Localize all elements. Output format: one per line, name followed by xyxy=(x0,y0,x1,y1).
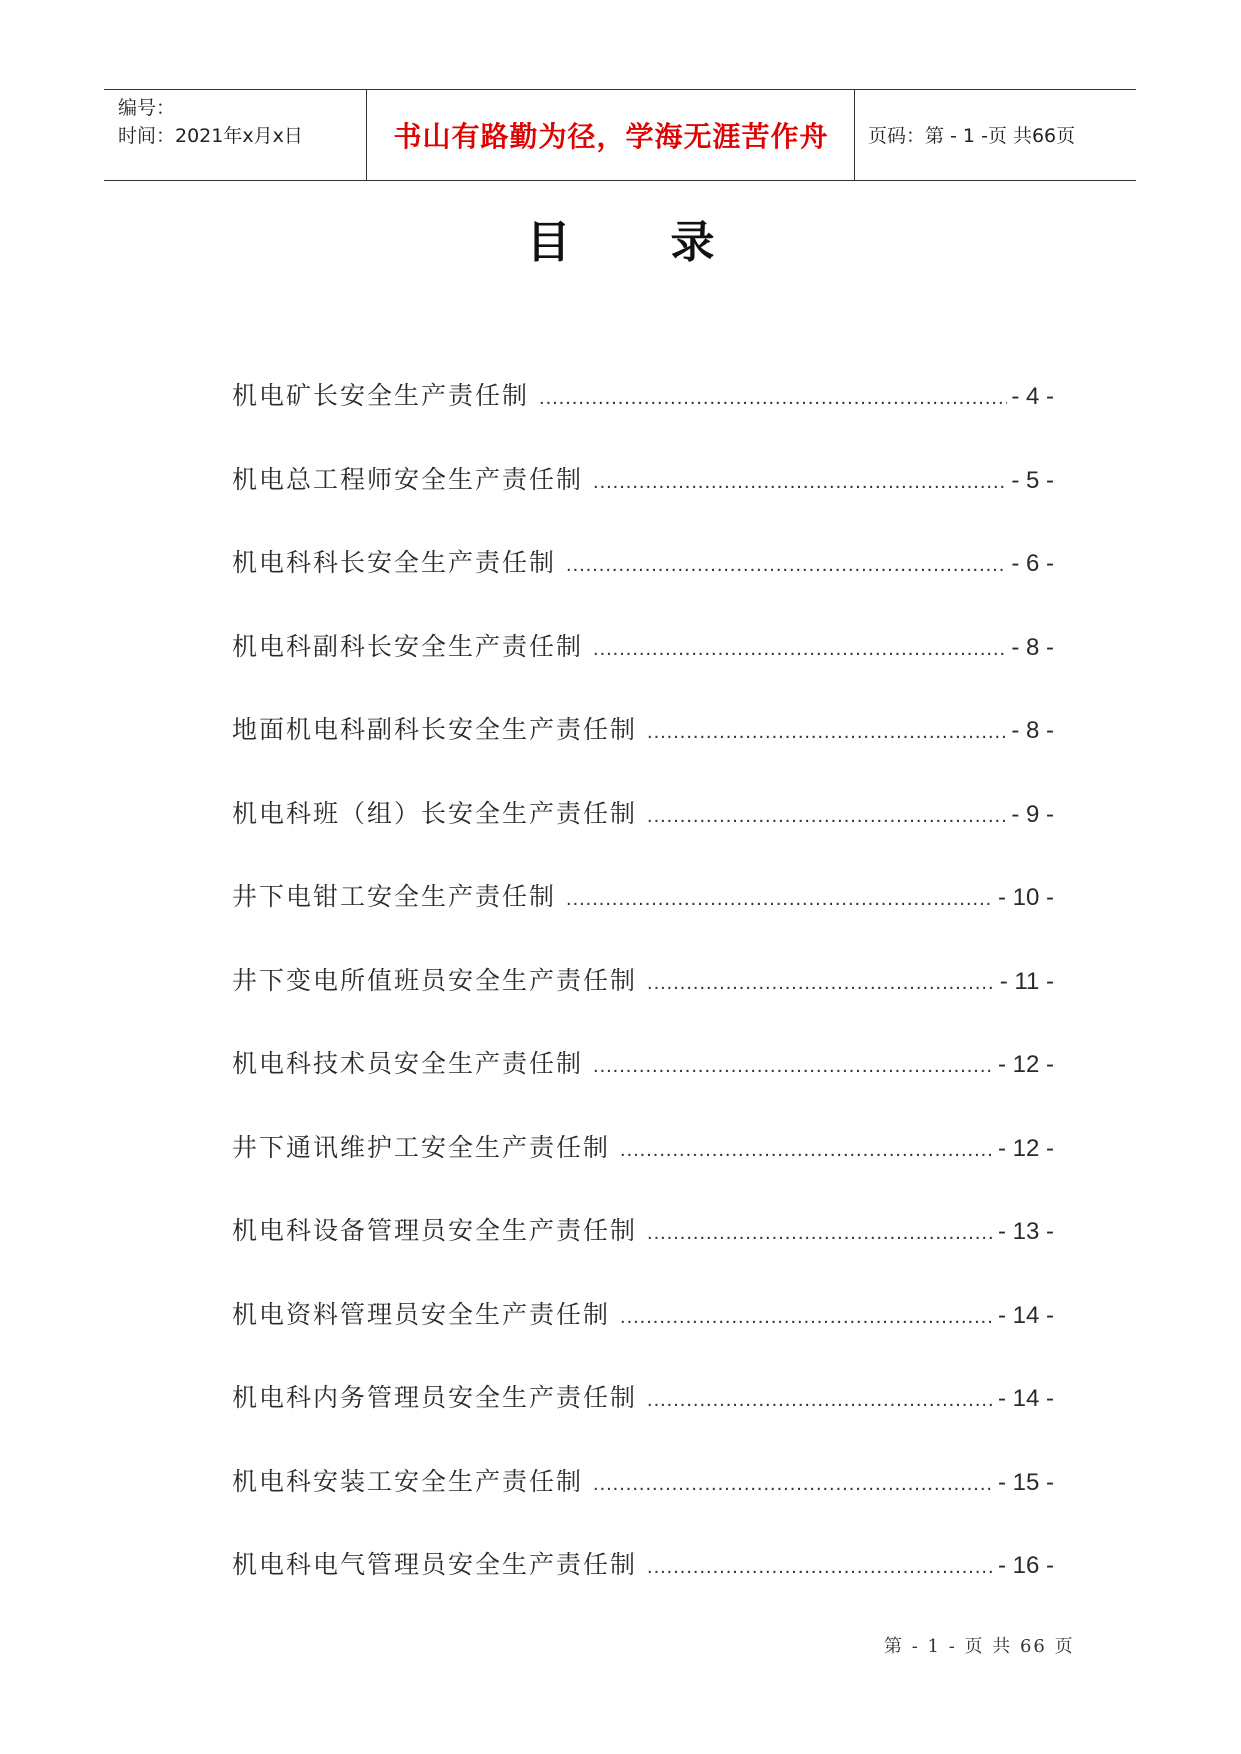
toc-dot-leader xyxy=(647,1222,994,1245)
toc-entry-page-number: - 15 - xyxy=(997,1468,1054,1496)
toc-entry-page-number: - 10 - xyxy=(997,884,1054,911)
toc-entry[interactable] xyxy=(232,1128,1054,1212)
header-divider-right xyxy=(854,90,855,180)
toc-entry-title: 机电科设备管理员安全生产责任制 xyxy=(232,1216,638,1245)
page-footer: 第 - 1 - 页 共 66 页 xyxy=(884,1636,1075,1657)
toc-entry[interactable] xyxy=(232,794,1054,878)
toc-entry-page-number: - 8 - xyxy=(1011,633,1054,661)
toc-entry[interactable] xyxy=(232,1462,1054,1546)
toc-dot-leader xyxy=(620,1306,994,1329)
toc-entry-title: 地面机电科副科长安全生产责任制 xyxy=(232,715,638,744)
toc-entry-page-number: - 16 - xyxy=(997,1552,1054,1579)
toc-entry-title: 机电科副科长安全生产责任制 xyxy=(232,631,584,661)
header-page-info: 页码：第 - 1 -页 共66页 xyxy=(868,125,1076,147)
toc-entry-title: 机电科内务管理员安全生产责任制 xyxy=(232,1383,638,1412)
toc-dot-leader xyxy=(593,471,1007,494)
toc-entry-title: 井下电钳工安全生产责任制 xyxy=(232,882,557,911)
toc-entry[interactable] xyxy=(232,710,1054,794)
toc-dot-leader xyxy=(647,1556,994,1579)
toc-entry-title: 机电资料管理员安全生产责任制 xyxy=(232,1299,611,1329)
toc-entry-page-number: - 12 - xyxy=(997,1051,1054,1078)
toc-entry[interactable] xyxy=(232,877,1054,961)
toc-dot-leader xyxy=(593,638,1007,661)
toc-entry-title: 机电科电气管理员安全生产责任制 xyxy=(232,1550,638,1579)
number-label: 编号： xyxy=(118,97,176,119)
toc-entry[interactable] xyxy=(232,1211,1054,1295)
toc-entry-title: 机电矿长安全生产责任制 xyxy=(232,381,530,410)
toc-dot-leader xyxy=(620,1139,994,1162)
toc-entry[interactable] xyxy=(232,543,1054,627)
toc-entry-page-number: - 11 - xyxy=(999,967,1054,995)
toc-entry-title: 机电总工程师安全生产责任制 xyxy=(232,464,584,494)
toc-entry-page-number: - 5 - xyxy=(1011,466,1054,494)
page-header xyxy=(104,89,1136,181)
toc-entry-title: 机电科技术员安全生产责任制 xyxy=(232,1049,584,1078)
toc-dot-leader xyxy=(593,1055,994,1078)
toc-dot-leader xyxy=(647,721,1007,744)
toc-entry[interactable] xyxy=(232,1295,1054,1379)
toc-dot-leader xyxy=(566,554,1007,577)
toc-entry[interactable] xyxy=(232,1378,1054,1462)
toc-dot-leader xyxy=(647,1389,994,1412)
toc-entry-page-number: - 6 - xyxy=(1011,550,1054,577)
document-title: 目录 xyxy=(526,217,815,268)
toc-entry-title: 机电科安装工安全生产责任制 xyxy=(232,1466,584,1496)
toc-entry-title: 井下通讯维护工安全生产责任制 xyxy=(232,1132,611,1162)
toc-entry-title: 井下变电所值班员安全生产责任制 xyxy=(232,965,638,995)
toc-entry-page-number: - 12 - xyxy=(997,1134,1054,1162)
toc-dot-leader xyxy=(539,387,1007,410)
toc-dot-leader xyxy=(593,1473,994,1496)
toc-entry-title: 机电科班（组）长安全生产责任制 xyxy=(232,798,638,828)
toc-entry[interactable] xyxy=(232,1545,1054,1629)
toc-entry-page-number: - 14 - xyxy=(997,1301,1054,1329)
header-motto: 书山有路勤为径，学海无涯苦作舟 xyxy=(393,119,829,153)
toc-dot-leader xyxy=(647,805,1007,828)
header-meta xyxy=(118,94,303,150)
toc-entry-page-number: - 8 - xyxy=(1011,717,1054,744)
toc-entry[interactable] xyxy=(232,460,1054,544)
toc-entry-page-number: - 14 - xyxy=(997,1385,1054,1412)
toc-dot-leader xyxy=(566,888,994,911)
toc-entry-page-number: - 9 - xyxy=(1011,800,1054,828)
toc-dot-leader xyxy=(647,972,996,995)
header-divider-left xyxy=(366,90,367,180)
toc-entry[interactable] xyxy=(232,627,1054,711)
table-of-contents xyxy=(232,376,1054,1629)
toc-entry-page-number: - 13 - xyxy=(997,1218,1054,1245)
time-label: 时间：2021年x月x日 xyxy=(118,125,303,147)
toc-entry[interactable] xyxy=(232,1044,1054,1128)
toc-entry-page-number: - 4 - xyxy=(1011,383,1054,410)
toc-entry[interactable] xyxy=(232,376,1054,460)
toc-entry[interactable] xyxy=(232,961,1054,1045)
toc-entry-title: 机电科科长安全生产责任制 xyxy=(232,548,557,577)
